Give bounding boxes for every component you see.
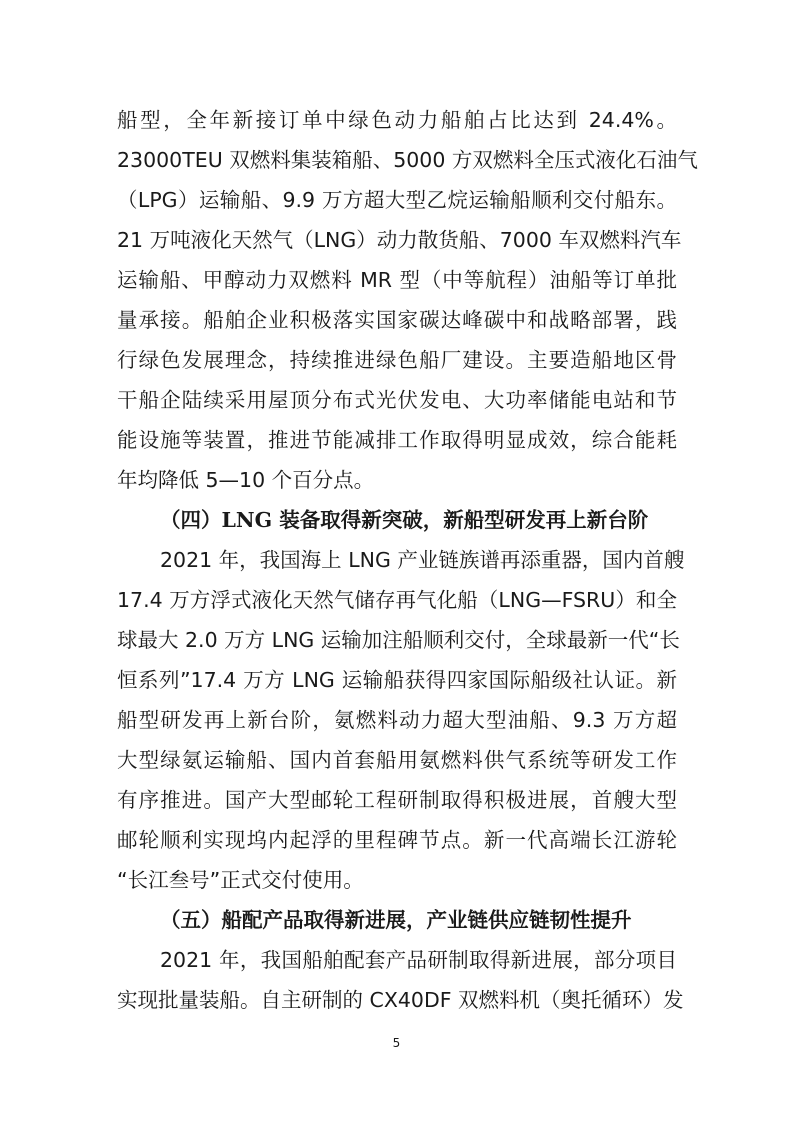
- body-text-line: 23000TEU 双燃料集装箱船、5000 方双燃料全压式液化石油气: [117, 148, 698, 172]
- body-text-line: 球最大 2.0 万方 LNG 运输加注船顺利交付，全球最新一代“长: [117, 628, 680, 652]
- body-text-line: 能设施等装置，推进节能减排工作取得明显成效，综合能耗: [117, 428, 677, 452]
- body-text-line: 干船企陆续采用屋顶分布式光伏发电、大功率储能电站和节: [117, 388, 677, 412]
- body-text-line: 运输船、甲醇动力双燃料 MR 型（中等航程）油船等订单批: [117, 268, 677, 292]
- section-heading-4: （四）LNG 装备取得新突破，新船型研发再上新台阶: [160, 508, 649, 532]
- body-text-line: 有序推进。国产大型邮轮工程研制取得积极进展，首艘大型: [117, 788, 677, 812]
- body-text-line: 行绿色发展理念，持续推进绿色船厂建设。主要造船地区骨: [117, 348, 677, 372]
- body-text-line: 船型研发再上新台阶，氨燃料动力超大型油船、9.3 万方超: [117, 708, 677, 732]
- body-text-line: 年均降低 5—10 个百分点。: [117, 468, 375, 492]
- body-text-line: 2021 年，我国船舶配套产品研制取得新进展，部分项目: [160, 948, 677, 972]
- body-text-line: 邮轮顺利实现坞内起浮的里程碑节点。新一代高端长江游轮: [117, 828, 677, 852]
- body-text-line: 量承接。船舶企业积极落实国家碳达峰碳中和战略部署，践: [117, 308, 677, 332]
- body-text-line: （LPG）运输船、9.9 万方超大型乙烷运输船顺利交付船东。: [117, 188, 677, 212]
- body-text-line: “长江叁号”正式交付使用。: [117, 868, 364, 892]
- body-text-line: 21 万吨液化天然气（LNG）动力散货船、7000 车双燃料汽车: [117, 228, 682, 252]
- section-heading-5: （五）船配产品取得新进展，产业链供应链韧性提升: [160, 908, 632, 932]
- body-text-line: 大型绿氨运输船、国内首套船用氨燃料供气系统等研发工作: [117, 748, 677, 772]
- body-text-line: 恒系列”17.4 万方 LNG 运输船获得四家国际船级社认证。新: [117, 668, 677, 692]
- body-text-line: 实现批量装船。自主研制的 CX40DF 双燃料机（奥托循环）发: [117, 988, 684, 1012]
- page-number: 5: [392, 1036, 401, 1050]
- body-text-line: 2021 年，我国海上 LNG 产业链族谱再添重器，国内首艘: [160, 548, 685, 572]
- body-text-line: 船型，全年新接订单中绿色动力船舶占比达到 24.4%。: [117, 108, 677, 132]
- body-text-line: 17.4 万方浮式液化天然气储存再气化船（LNG—FSRU）和全: [117, 588, 677, 612]
